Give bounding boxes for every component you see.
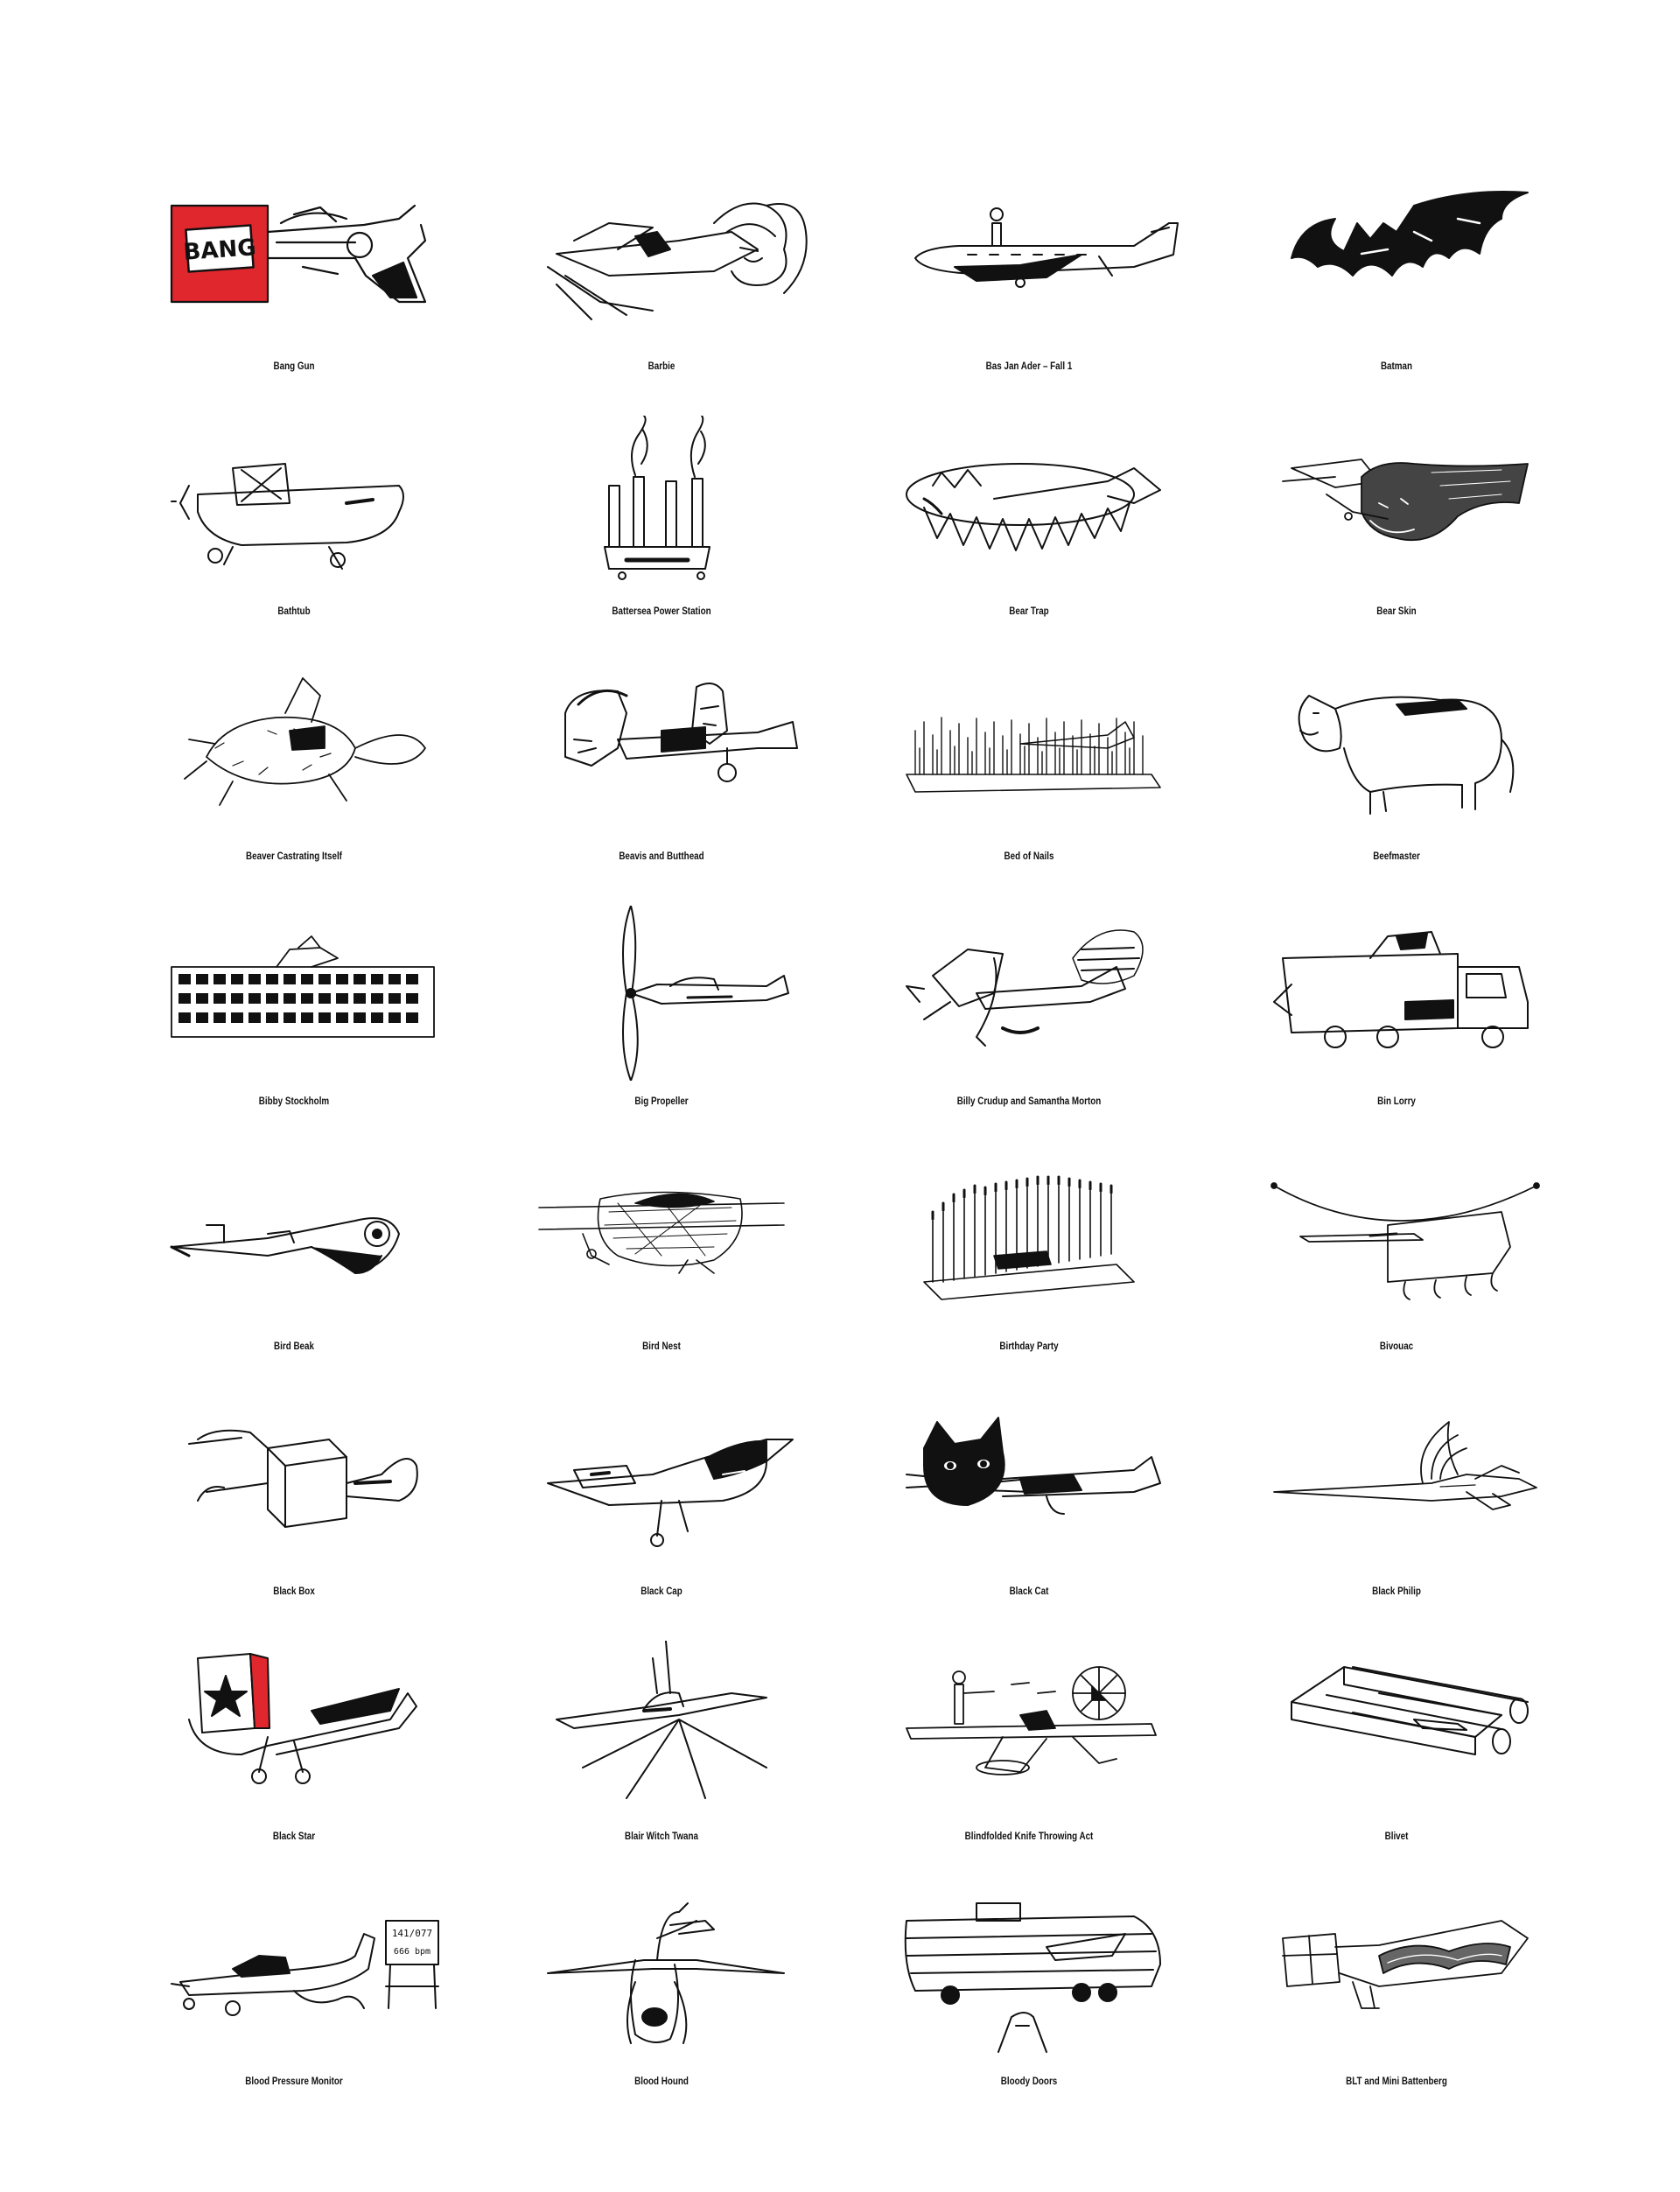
- bivouac-drawing-icon: [1239, 1151, 1554, 1326]
- illustration-caption: Battersea Power Station: [612, 605, 711, 617]
- illustration-cell: [486, 906, 836, 1151]
- illustration-caption: Barbie: [648, 360, 676, 372]
- blair-witch-drawing-icon: [504, 1641, 819, 1816]
- illustration-caption: Beefmaster: [1373, 850, 1420, 862]
- illustration-caption: Blood Pressure Monitor: [245, 2075, 343, 2087]
- illustration-caption: Bird Beak: [274, 1340, 314, 1352]
- illustration-caption: Black Cat: [1009, 1585, 1049, 1597]
- bibby-stockholm-drawing-icon: [136, 906, 452, 1081]
- illustration-cell: [854, 171, 1204, 416]
- illustration-caption: Billy Crudup and Samantha Morton: [956, 1095, 1102, 1107]
- illustration-cell: [854, 1151, 1204, 1396]
- bird-beak-drawing-icon: [136, 1151, 452, 1326]
- illustration-cell: [854, 906, 1204, 1151]
- illustration-caption: Big Propeller: [634, 1095, 689, 1107]
- billy-crudup-drawing-icon: [872, 906, 1186, 1081]
- blivet-drawing-icon: [1239, 1641, 1554, 1816]
- illustration-caption: Bird Nest: [642, 1340, 681, 1352]
- beefmaster-drawing-icon: [1239, 661, 1554, 836]
- black-philip-drawing-icon: [1239, 1396, 1554, 1571]
- illustration-cell: [119, 416, 469, 661]
- big-propeller-drawing-icon: [504, 906, 819, 1081]
- bas-jan-ader-drawing-icon: [872, 171, 1186, 346]
- illustration-cell: [1222, 1641, 1572, 1886]
- illustration-caption: Bloody Doors: [1000, 2075, 1058, 2087]
- black-cap-drawing-icon: [504, 1396, 819, 1571]
- illustration-cell: [486, 1151, 836, 1396]
- illustration-caption: Bathtub: [277, 605, 311, 617]
- illustration-cell: [1222, 1886, 1572, 2131]
- illustration-cell: [486, 661, 836, 906]
- illustration-caption: Black Box: [273, 1585, 315, 1597]
- illustration-cell: [1222, 171, 1572, 416]
- illustration-cell: [1222, 1396, 1572, 1641]
- illustration-cell: [854, 661, 1204, 906]
- blt-drawing-icon: [1239, 1886, 1554, 2061]
- illustration-caption: Blood Hound: [634, 2075, 689, 2087]
- illustration-cell: [486, 171, 836, 416]
- illustration-cell: [854, 1886, 1204, 2131]
- bear-trap-drawing-icon: [872, 416, 1186, 591]
- illustration-cell: [119, 171, 469, 416]
- illustration-caption: Batman: [1380, 360, 1413, 372]
- bp-reading-text: 141/077: [391, 1928, 433, 1939]
- bed-of-nails-drawing-icon: [872, 661, 1186, 836]
- birthday-party-drawing-icon: [872, 1151, 1186, 1326]
- illustration-caption: Bivouac: [1379, 1340, 1414, 1352]
- illustration-caption: Bang Gun: [273, 360, 315, 372]
- beavis-and-butthead-drawing-icon: [504, 661, 819, 836]
- bathtub-drawing-icon: [136, 416, 452, 591]
- blood-hound-drawing-icon: [504, 1886, 819, 2061]
- bloody-doors-drawing-icon: [872, 1886, 1186, 2061]
- illustration-cell: [119, 906, 469, 1151]
- beaver-drawing-icon: [136, 661, 452, 836]
- illustration-cell: [486, 1641, 836, 1886]
- illustration-cell: [1222, 906, 1572, 1151]
- illustration-caption: Beavis and Butthead: [619, 850, 704, 862]
- bp-rate-text: 666 bpm: [393, 1947, 431, 1957]
- illustration-caption: Black Cap: [640, 1585, 682, 1597]
- bird-nest-drawing-icon: [504, 1151, 819, 1326]
- illustration-cell: [119, 1396, 469, 1641]
- illustration-cell: [854, 1641, 1204, 1886]
- illustration-caption: Black Star: [272, 1830, 316, 1842]
- black-cat-drawing-icon: [872, 1396, 1186, 1571]
- illustration-caption: Birthday Party: [999, 1340, 1059, 1352]
- illustration-caption: Blivet: [1384, 1830, 1409, 1842]
- bin-lorry-drawing-icon: [1239, 906, 1554, 1081]
- illustration-cell: [486, 416, 836, 661]
- illustration-caption: Bear Trap: [1009, 605, 1049, 617]
- bear-skin-drawing-icon: [1239, 416, 1554, 591]
- illustration-cell: [486, 1396, 836, 1641]
- blood-pressure-monitor-drawing-icon: [136, 1886, 452, 2061]
- illustration-caption: Bed of Nails: [1004, 850, 1054, 862]
- bang-gun-drawing-icon: [136, 171, 452, 346]
- knife-throwing-drawing-icon: [872, 1641, 1186, 1816]
- barbie-drawing-icon: [504, 171, 819, 346]
- illustration-caption: BLT and Mini Battenberg: [1346, 2075, 1447, 2087]
- illustration-caption: Blair Witch Twana: [625, 1830, 698, 1842]
- batman-drawing-icon: [1239, 171, 1554, 346]
- illustration-caption: Bibby Stockholm: [258, 1095, 330, 1107]
- illustration-cell: [486, 1886, 836, 2131]
- illustration-caption: Bear Skin: [1376, 605, 1417, 617]
- bang-overlay-text: BANG: [182, 235, 257, 266]
- illustration-caption: Beaver Castrating Itself: [246, 850, 342, 862]
- illustration-cell: [119, 661, 469, 906]
- illustration-caption: Blindfolded Knife Throwing Act: [964, 1830, 1094, 1842]
- illustration-cell: [1222, 416, 1572, 661]
- illustration-cell: [854, 1396, 1204, 1641]
- illustration-caption: Black Philip: [1372, 1585, 1421, 1597]
- illustration-cell: [119, 1886, 469, 2131]
- illustration-cell: [119, 1151, 469, 1396]
- illustration-cell: [1222, 661, 1572, 906]
- illustration-cell: [119, 1641, 469, 1886]
- illustration-cell: [854, 416, 1204, 661]
- illustration-caption: Bas Jan Ader – Fall 1: [985, 360, 1073, 372]
- black-star-drawing-icon: [136, 1641, 452, 1816]
- black-box-drawing-icon: [136, 1396, 452, 1571]
- illustration-caption: Bin Lorry: [1377, 1095, 1416, 1107]
- battersea-power-station-drawing-icon: [504, 416, 819, 591]
- illustration-cell: [1222, 1151, 1572, 1396]
